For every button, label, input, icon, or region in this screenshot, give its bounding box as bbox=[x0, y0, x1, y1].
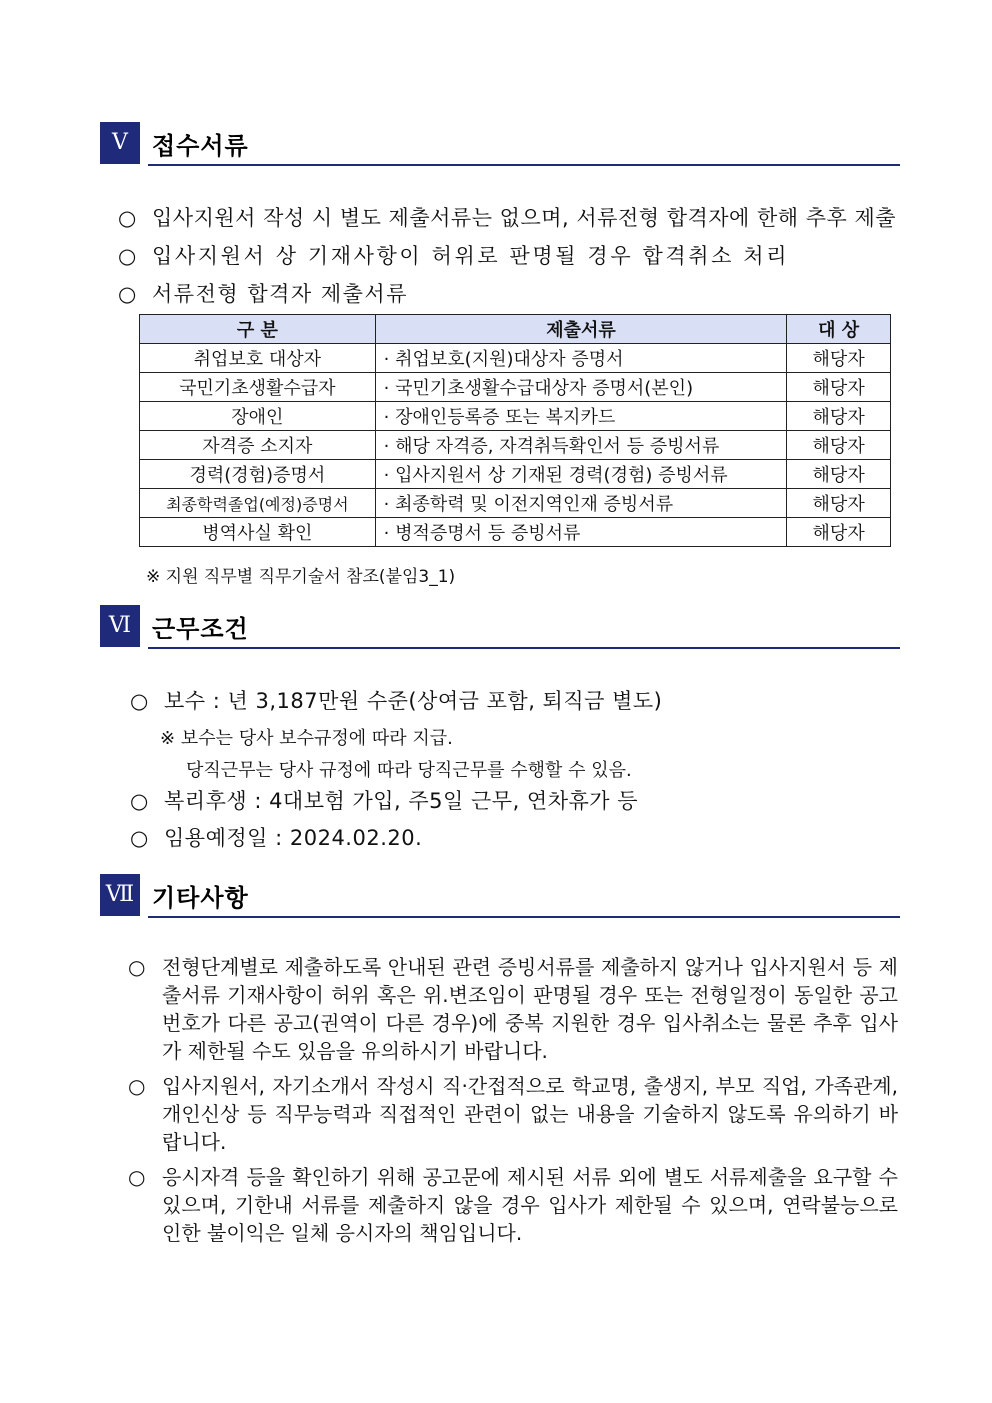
section-divider bbox=[148, 647, 900, 649]
notice-paragraph bbox=[128, 953, 898, 1065]
cell-target: 해당자 bbox=[787, 344, 891, 373]
cell-documents: · 입사지원서 상 기재된 경력(경험) 증빙서류 bbox=[375, 460, 787, 489]
bullet-text: 입사지원서 작성 시 별도 제출서류는 없으며, 서류전형 합격자에 한해 추후 제출 bbox=[152, 206, 897, 230]
cell-category: 경력(경험)증명서 bbox=[140, 460, 376, 489]
table-row bbox=[140, 518, 891, 547]
bullet-item bbox=[118, 202, 896, 232]
pay-note: ※ 보수는 당사 보수규정에 따라 지급. bbox=[160, 728, 453, 749]
bullet-text: 보수 : 년 3,187만원 수준(상여금 포함, 퇴직금 별도) bbox=[164, 689, 663, 713]
cell-target: 해당자 bbox=[787, 489, 891, 518]
cell-target: 해당자 bbox=[787, 460, 891, 489]
section-title: 기타사항 bbox=[152, 884, 249, 912]
section-title: 근무조건 bbox=[152, 615, 249, 643]
bullet-item bbox=[118, 240, 789, 270]
table-row bbox=[140, 402, 891, 431]
circle-bullet-icon: ○ bbox=[118, 206, 137, 230]
cell-documents: · 최종학력 및 이전지역인재 증빙서류 bbox=[375, 489, 787, 518]
column-header-documents: 제출서류 bbox=[375, 315, 787, 344]
section-header-6 bbox=[100, 605, 900, 647]
paragraph-text: 응시자격 등을 확인하기 위해 공고문에 제시된 서류 외에 별도 서류제출을 요구할 수 있으며, 기한내 서류를 제출하지 않을 경우 입사가 제한될 수 있으며, 연락불능으로 인한 불이익은 일체 응시자의 책임입니다. bbox=[162, 1165, 898, 1245]
table-header-row bbox=[140, 315, 891, 344]
cell-category: 국민기초생활수급자 bbox=[140, 373, 376, 402]
bullet-text: 입사지원서 상 기재사항이 허위로 판명될 경우 합격취소 처리 bbox=[152, 244, 790, 268]
bullet-text: 복리후생 : 4대보험 가입, 주5일 근무, 연차휴가 등 bbox=[164, 789, 639, 813]
paragraph-text: 전형단계별로 제출하도록 안내된 관련 증빙서류를 제출하지 않거나 입사지원서 등 제출서류 기재사항이 허위 혹은 위.변조임이 판명될 경우 또는 전형일정이 동일한 공고번호가 다른 공고(권역이 다른 경우)에 중복 지원한 경우 입사취소는 물론 추후 입사가 제한될 수도 있음을 유의하시기 바랍니다. bbox=[162, 955, 898, 1063]
bullet-text: 서류전형 합격자 제출서류 bbox=[152, 282, 408, 306]
cell-target: 해당자 bbox=[787, 431, 891, 460]
section-title: 접수서류 bbox=[152, 132, 249, 160]
cell-category: 장애인 bbox=[140, 402, 376, 431]
circle-bullet-icon: ○ bbox=[130, 826, 149, 850]
section-number-badge: Ⅶ bbox=[100, 874, 140, 916]
table-row bbox=[140, 373, 891, 402]
section-divider bbox=[148, 916, 900, 918]
section-header-5 bbox=[100, 122, 900, 164]
cell-documents: · 해당 자격증, 자격취득확인서 등 증빙서류 bbox=[375, 431, 787, 460]
bullet-item-welfare bbox=[130, 785, 638, 815]
section-number-badge: Ⅵ bbox=[100, 605, 140, 647]
bullet-item bbox=[118, 278, 408, 308]
table-row bbox=[140, 344, 891, 373]
column-header-target: 대 상 bbox=[787, 315, 891, 344]
table-row bbox=[140, 431, 891, 460]
notice-paragraph bbox=[128, 1163, 898, 1247]
section-divider bbox=[148, 164, 900, 166]
cell-documents: · 국민기초생활수급대상자 증명서(본인) bbox=[375, 373, 787, 402]
paragraph-text: 입사지원서, 자기소개서 작성시 직·간접적으로 학교명, 출생지, 부모 직업, 가족관계, 개인신상 등 직무능력과 직접적인 관련이 없는 내용을 기술하지 않도록 유의하기 바랍니다. bbox=[162, 1074, 898, 1154]
cell-category: 병역사실 확인 bbox=[140, 518, 376, 547]
required-documents-table bbox=[139, 314, 891, 547]
cell-documents: · 취업보호(지원)대상자 증명서 bbox=[375, 344, 787, 373]
cell-category: 최종학력졸업(예정)증명서 bbox=[140, 489, 376, 518]
circle-bullet-icon: ○ bbox=[130, 789, 149, 813]
section-header-7 bbox=[100, 874, 900, 916]
circle-bullet-icon: ○ bbox=[128, 1165, 146, 1189]
duty-note: 당직근무는 당사 규정에 따라 당직근무를 수행할 수 있음. bbox=[186, 760, 632, 781]
table-row bbox=[140, 489, 891, 518]
notice-paragraph bbox=[128, 1072, 898, 1156]
reference-note: ※ 지원 직무별 직무기술서 참조(붙임3_1) bbox=[146, 567, 456, 587]
table-row bbox=[140, 460, 891, 489]
bullet-item-pay bbox=[130, 685, 662, 715]
section-number-badge: Ⅴ bbox=[100, 122, 140, 164]
bullet-text: 임용예정일 : 2024.02.20. bbox=[164, 826, 423, 850]
bullet-item-start-date bbox=[130, 822, 422, 852]
cell-target: 해당자 bbox=[787, 518, 891, 547]
cell-category: 자격증 소지자 bbox=[140, 431, 376, 460]
cell-category: 취업보호 대상자 bbox=[140, 344, 376, 373]
circle-bullet-icon: ○ bbox=[130, 689, 149, 713]
cell-target: 해당자 bbox=[787, 373, 891, 402]
cell-target: 해당자 bbox=[787, 402, 891, 431]
circle-bullet-icon: ○ bbox=[118, 282, 138, 306]
cell-documents: · 장애인등록증 또는 복지카드 bbox=[375, 402, 787, 431]
column-header-category: 구 분 bbox=[140, 315, 376, 344]
circle-bullet-icon: ○ bbox=[118, 244, 139, 268]
circle-bullet-icon: ○ bbox=[128, 955, 146, 979]
cell-documents: · 병적증명서 등 증빙서류 bbox=[375, 518, 787, 547]
circle-bullet-icon: ○ bbox=[128, 1074, 146, 1098]
